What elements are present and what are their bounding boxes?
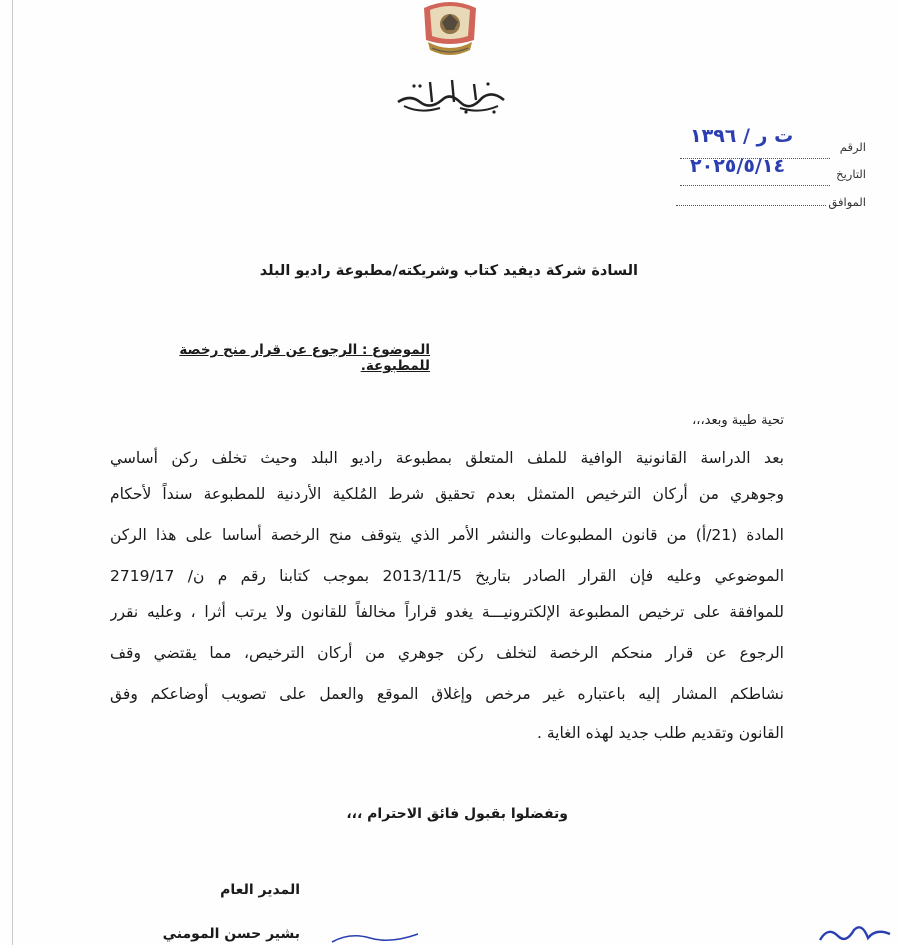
jordan-coat-of-arms-icon — [418, 0, 482, 62]
greeting-line: تحية طيبة وبعد،،، — [692, 413, 784, 428]
corresponding-label: الموافق — [828, 195, 866, 209]
body-line: الموضوعي وعليه فإن القرار الصادر بتاريخ 2013/11/5 بموجب كتابنا رقم م ن/ 2719/17 — [110, 567, 784, 585]
recipient-line: السادة شركة ديفيد كتاب وشريكته/مطبوعة راديو البلد — [259, 263, 638, 279]
body-line: للموافقة على ترخيص المطبوعة الإلكترونيـــة يغدو قراراً مخالفاً للقانون ولا يرتب أثرا ، وعليه نقرر — [110, 603, 784, 621]
subject-line: الموضوع : الرجوع عن قرار منح رخصة للمطبوعة. — [179, 342, 430, 374]
body-line: وجوهري من أركان الترخيص المتمثل بعدم تحقيق شرط المُلكية الأردنية للمطبوعة سنداً لأحكام — [110, 485, 784, 503]
signatory-name: بشير حسن المومني — [162, 926, 300, 942]
ref-label: الرقم — [839, 140, 866, 154]
date-dotted-line — [680, 185, 830, 186]
handwritten-initials — [810, 920, 899, 945]
signatory-title: المدير العام — [220, 882, 300, 898]
page-edge-line — [12, 0, 13, 945]
body-line: نشاطكم المشار إليه باعتباره غير مرخص وإغلاق الموقع والعمل على تصويب أوضاعكم وفق — [110, 685, 784, 703]
date-label: التاريخ — [836, 167, 866, 181]
body-line: القانون وتقديم طلب جديد لهذه الغاية . — [536, 724, 784, 742]
body-line: بعد الدراسة القانونية الوافية للملف المتعلق بمطبوعة راديو البلد وحيث تخلف ركن أساسي — [110, 449, 784, 467]
ref-number-handwritten: ت ر / ١٣٩٦ — [690, 125, 794, 147]
corresponding-dotted-line — [676, 205, 826, 206]
body-line: المادة (21/أ) من قانون المطبوعات والنشر الأمر الذي يتوقف منح الرخصة أساسا على هذا الركن — [110, 526, 784, 544]
body-line: الرجوع عن قرار منحكم الرخصة لتخلف ركن جوهري من أركان الترخيص، مما يقتضي وقف — [110, 644, 784, 662]
media-commission-logo — [390, 72, 512, 116]
date-handwritten: ٢٠٢٥/٥/١٤ — [690, 155, 786, 177]
closing-line: وتفضلوا بقبول فائق الاحترام ،،، — [346, 806, 568, 822]
signature-scrawl — [330, 930, 420, 945]
